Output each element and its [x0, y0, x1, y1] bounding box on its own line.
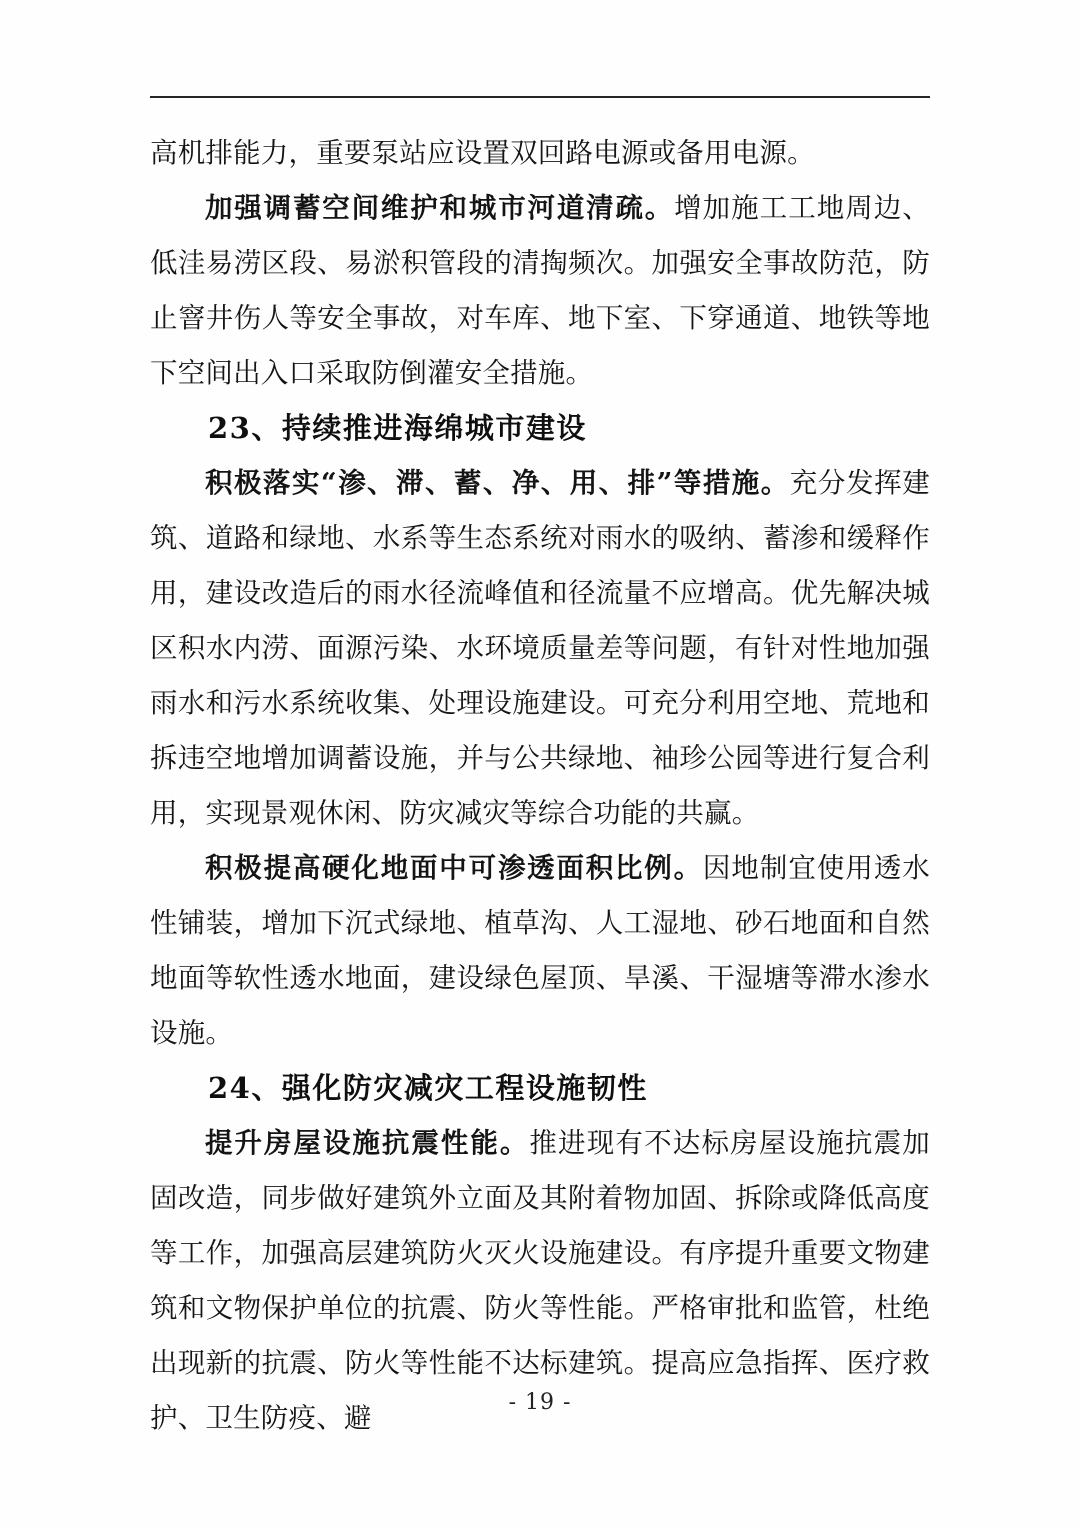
- paragraph: [150, 841, 930, 1061]
- paragraph-text: 增加施工工地周边、低洼易涝区段、易淤积管段的清掏频次。加强安全事故防范，防止窨井伤人等安全事故，对车库、地下室、下穿通道、地铁等地下空间出入口采取防倒灌安全措施。: [150, 192, 930, 389]
- paragraph: [150, 181, 930, 401]
- page-content-area: [150, 0, 930, 1528]
- paragraph: [150, 126, 930, 181]
- paragraph-text: 充分发挥建筑、道路和绿地、水系等生态系统对雨水的吸纳、蓄渗和缓释作用，建设改造后的雨水径流峰值和径流量不应增高。优先解决城区积水内涝、面源污染、水环境质量差等问题，有针对性地加强雨水和污水系统收集、处理设施建设。可充分利用空地、荒地和拆违空地增加调蓄设施，并与公共绿地、袖珍公园等进行复合利用，实现景观休闲、防灾减灾等综合功能的共赢。: [150, 467, 931, 829]
- paragraph: [150, 456, 930, 841]
- paragraph-lead: 积极落实“渗、滞、蓄、净、用、排”等措施。: [205, 467, 790, 499]
- paragraph-lead: 提升房屋设施抗震性能。: [205, 1127, 530, 1159]
- document-body: [150, 126, 930, 1446]
- paragraph-text: 推进现有不达标房屋设施抗震加固改造，同步做好建筑外立面及其附着物加固、拆除或降低高度等工作，加强高层建筑防火灭火设施建设。有序提升重要文物建筑和文物保护单位的抗震、防火等性能。严格审批和监管，杜绝出现新的抗震、防火等性能不达标建筑。提高应急指挥、医疗救护、卫生防疫、避: [150, 1127, 930, 1434]
- paragraph-lead: 积极提高硬化地面中可渗透面积比例。: [205, 852, 703, 884]
- paragraph-text: 因地制宜使用透水性铺装，增加下沉式绿地、植草沟、人工湿地、砂石地面和自然地面等软性透水地面，建设绿色屋顶、旱溪、干湿塘等滞水渗水设施。: [150, 852, 930, 1049]
- header-rule: [150, 96, 930, 98]
- section-heading-23: 23、持续推进海绵城市建设: [208, 411, 587, 445]
- section-heading-24: 24、强化防灾减灾工程设施韧性: [208, 1071, 648, 1105]
- paragraph-lead: 加强调蓄空间维护和城市河道清疏。: [205, 192, 675, 224]
- paragraph-text: 高机排能力，重要泵站应设置双回路电源或备用电源。: [150, 137, 815, 169]
- page-number: - 19 -: [508, 1390, 572, 1415]
